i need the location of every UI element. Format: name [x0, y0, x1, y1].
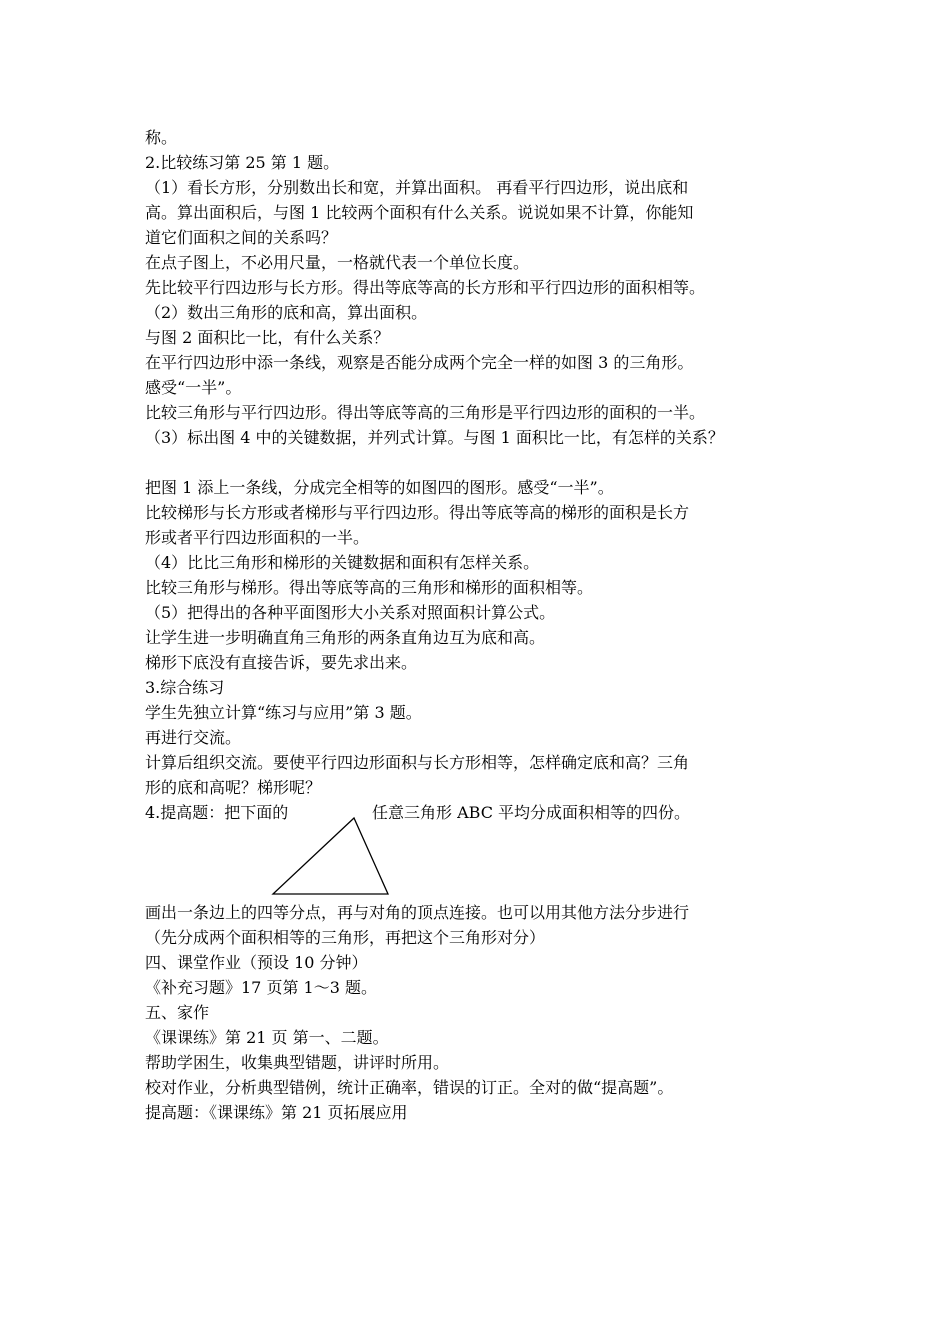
text-line: 比较三角形与平行四边形。得出等底等高的三角形是平行四边形的面积的一半。 — [145, 403, 706, 422]
text-line: （2）数出三角形的底和高，算出面积。 — [145, 303, 428, 322]
text-line: 比较三角形与梯形。得出等底等高的三角形和梯形的面积相等。 — [145, 578, 594, 597]
text-line: 与图 2 面积比一比，有什么关系？ — [145, 328, 390, 347]
text-line: 校对作业，分析典型错例，统计正确率，错误的订正。全对的做“提高题”。 — [145, 1078, 674, 1097]
text-line: 《课课练》第 21 页 第一、二题。 — [145, 1028, 389, 1047]
section-heading: 四、课堂作业（预设 10 分钟） — [145, 953, 368, 972]
section-heading: 3.综合练习 — [145, 678, 225, 697]
text-line: 画出一条边上的四等分点，再与对角的顶点连接。也可以用其他方法分步进行 — [145, 903, 690, 922]
triangle-abc-figure — [270, 812, 394, 898]
text-line: 帮助学困生，收集典型错题，讲评时所用。 — [145, 1053, 450, 1072]
text-line: 道它们面积之间的关系吗？ — [145, 228, 338, 247]
text-line: （4）比比三角形和梯形的关键数据和面积有怎样关系。 — [145, 553, 540, 572]
text-line: 计算后组织交流。要使平行四边形面积与长方形相等，怎样确定底和高？三角 — [145, 753, 690, 772]
text-line: 在平行四边形中添一条线，观察是否能分成两个完全一样的如图 3 的三角形。 — [145, 353, 694, 372]
text-line: 在点子图上，不必用尺量，一格就代表一个单位长度。 — [145, 253, 530, 272]
text-line: （先分成两个面积相等的三角形，再把这个三角形对分） — [145, 928, 546, 947]
text-line: 学生先独立计算“练习与应用”第 3 题。 — [145, 703, 422, 722]
text-line: 梯形下底没有直接告诉，要先求出来。 — [145, 653, 418, 672]
text-line: 把图 1 添上一条线，分成完全相等的如图四的图形。感受“一半”。 — [145, 478, 614, 497]
text-line: 高。算出面积后，与图 1 比较两个面积有什么关系。说说如果不计算，你能知 — [145, 203, 694, 222]
text-line: 让学生进一步明确直角三角形的两条直角边互为底和高。 — [145, 628, 546, 647]
text-line: （5）把得出的各种平面图形大小关系对照面积计算公式。 — [145, 603, 556, 622]
text-line: 2.比较练习第 25 第 1 题。 — [145, 153, 340, 172]
triangle-shape — [273, 818, 388, 894]
text-line: 先比较平行四边形与长方形。得出等底等高的长方形和平行四边形的面积相等。 — [145, 278, 706, 297]
text-line: （1）看长方形，分别数出长和宽，并算出面积。 再看平行四边形，说出底和 — [145, 178, 689, 197]
problem-text-part2: 任意三角形 ABC 平均分成面积相等的四份。 — [372, 803, 691, 822]
text-line: （3）标出图 4 中的关键数据，并列式计算。与图 1 面积比一比，有怎样的关系？ — [145, 428, 724, 447]
text-line: 形的底和高呢？梯形呢？ — [145, 778, 322, 797]
text-line: 提高题：《课课练》第 21 页拓展应用 — [145, 1103, 408, 1122]
text-line: 再进行交流。 — [145, 728, 242, 747]
problem-text-part1: 4.提高题：把下面的 — [145, 803, 289, 822]
text-line: 形或者平行四边形面积的一半。 — [145, 528, 370, 547]
section-heading: 五、家作 — [145, 1003, 210, 1022]
text-line: 比较梯形与长方形或者梯形与平行四边形。得出等底等高的梯形的面积是长方 — [145, 503, 690, 522]
text-line: 《补充习题》17 页第 1～3 题。 — [145, 978, 377, 997]
text-line: 称。 — [145, 128, 178, 147]
text-line: 感受“一半”。 — [145, 378, 242, 397]
